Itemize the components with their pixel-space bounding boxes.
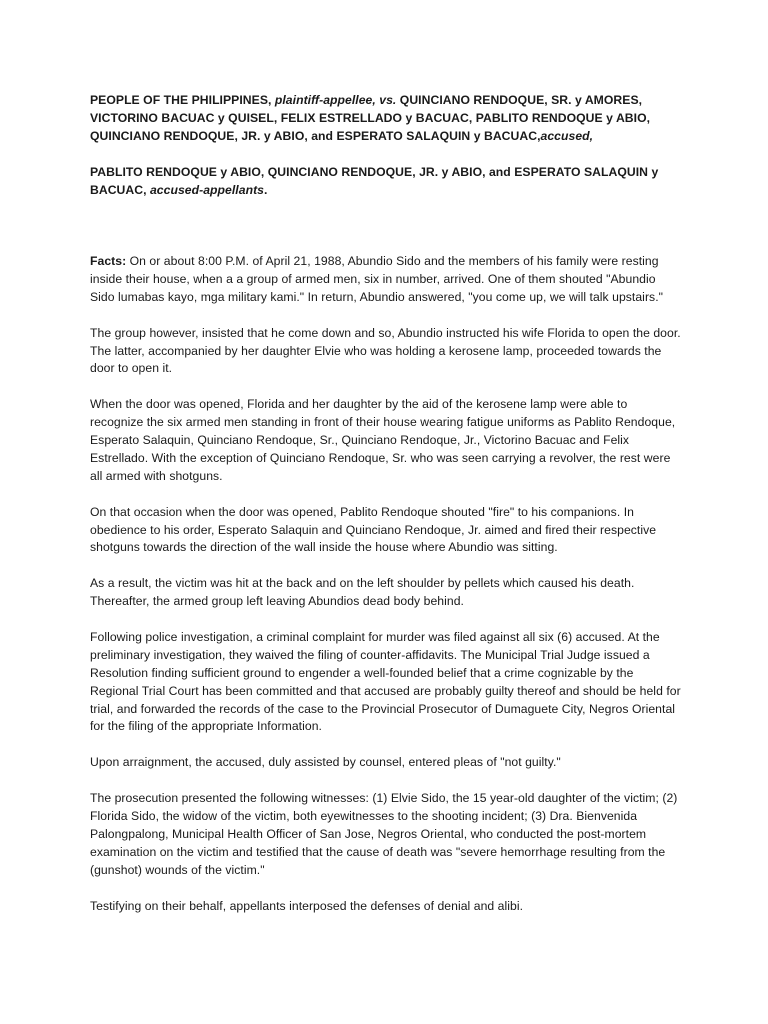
facts-paragraph-2: The group however, insisted that he come down and so, Abundio instructed his wife Florida to open the door. The latter, accompanied by her daughter Elvie who was holding a kerosene lamp, proceeded towards the door to open it. (90, 325, 681, 376)
document-page (90, 91, 682, 933)
appellant-names: PABLITO RENDOQUE y ABIO, QUINCIANO RENDOQUE, JR. y ABIO, and ESPERATO SALAQUIN y BACUAC, (90, 165, 659, 197)
appellant-role: accused-appellants (149, 183, 264, 197)
facts-paragraph-6: Following police investigation, a criminal complaint for murder was filed against all six (6) accused. At the preliminary investigation, they waived the filing of counter-affidavits. The Municipal Trial Judge issued a Resolution finding sufficient ground to engender a well-founded belief that a crime cognizable by the Regional Trial Court has been committed and that accused are probably guilty thereof and should be held for trial, and forwarded the records of the case to the Provincial Prosecutor of Dumaguete City, Negros Oriental for the filing of the appropriate Information. (90, 629, 681, 734)
plaintiff-title: PEOPLE OF THE PHILIPPINES, (90, 93, 272, 107)
facts-paragraph-9: Testifying on their behalf, appellants interposed the defenses of denial and alibi. (90, 898, 524, 913)
facts-paragraph-1 (90, 253, 682, 307)
facts-paragraph-4: On that occasion when the door was opened, Pablito Rendoque shouted "fire" to his companions. In obedience to his order, Esperato Salaquin and Quinciano Rendoque, Jr. aimed and fired their respective shotguns towards the direction of the wall inside the house where Abundio was sitting. (90, 504, 657, 555)
accused-names: QUINCIANO RENDOQUE, SR. y AMORES, VICTORINO BACUAC y QUISEL, FELIX ESTRELLADO y BACUAC, PABLITO RENDOQUE y ABIO, QUINCIANO RENDOQUE, JR. y ABIO, and ESPERATO SALAQUIN y BACUAC, (90, 93, 651, 143)
facts-section (90, 253, 682, 915)
facts-paragraph-7: Upon arraignment, the accused, duly assisted by counsel, entered pleas of "not guilty." (90, 755, 561, 770)
plaintiff-role: plaintiff-appellee, vs. (274, 93, 397, 107)
appellant-end: . (264, 183, 268, 197)
accused-role: accused, (540, 129, 594, 143)
facts-paragraph-5: As a result, the victim was hit at the back and on the left shoulder by pellets which caused his death. Thereafter, the armed group left leaving Abundios dead body behind. (90, 576, 635, 609)
facts-paragraph-3: When the door was opened, Florida and her daughter by the aid of the kerosene lamp were able to recognize the six armed men standing in front of their house wearing fatigue uniforms as Pablito Rendoque, Esperato Salaquin, Quinciano Rendoque, Sr., Quinciano Rendoque, Jr., Victorino Bacuac and Felix Estrellado. With the exception of Quinciano Rendoque, Sr. who was seen carrying a revolver, the rest were all armed with shotguns. (90, 397, 676, 483)
facts-paragraph-8: The prosecution presented the following witnesses: (1) Elvie Sido, the 15 year-old daughter of the victim; (2) Florida Sido, the widow of the victim, both eyewitnesses to the shooting incident; (3) Dra. Bienvenida Palongpalong, Municipal Health Officer of San Jose, Negros Oriental, who conducted the post-mortem examination on the victim and testified that the cause of death was "severe hemorrhage resulting from the (gunshot) wounds of the victim." (90, 791, 678, 877)
paragraph-text: On or about 8:00 P.M. of April 21, 1988, Abundio Sido and the members of his family were resting inside their house, when a a group of armed men, six in number, arrived. One of them shouted "Abundio Sido lumabas kayo, mga military kami." In return, Abundio answered, "you come up, we will talk upstairs." (90, 254, 664, 304)
case-caption (90, 91, 682, 145)
appellants-caption (90, 163, 682, 199)
facts-label: Facts: (90, 254, 127, 268)
